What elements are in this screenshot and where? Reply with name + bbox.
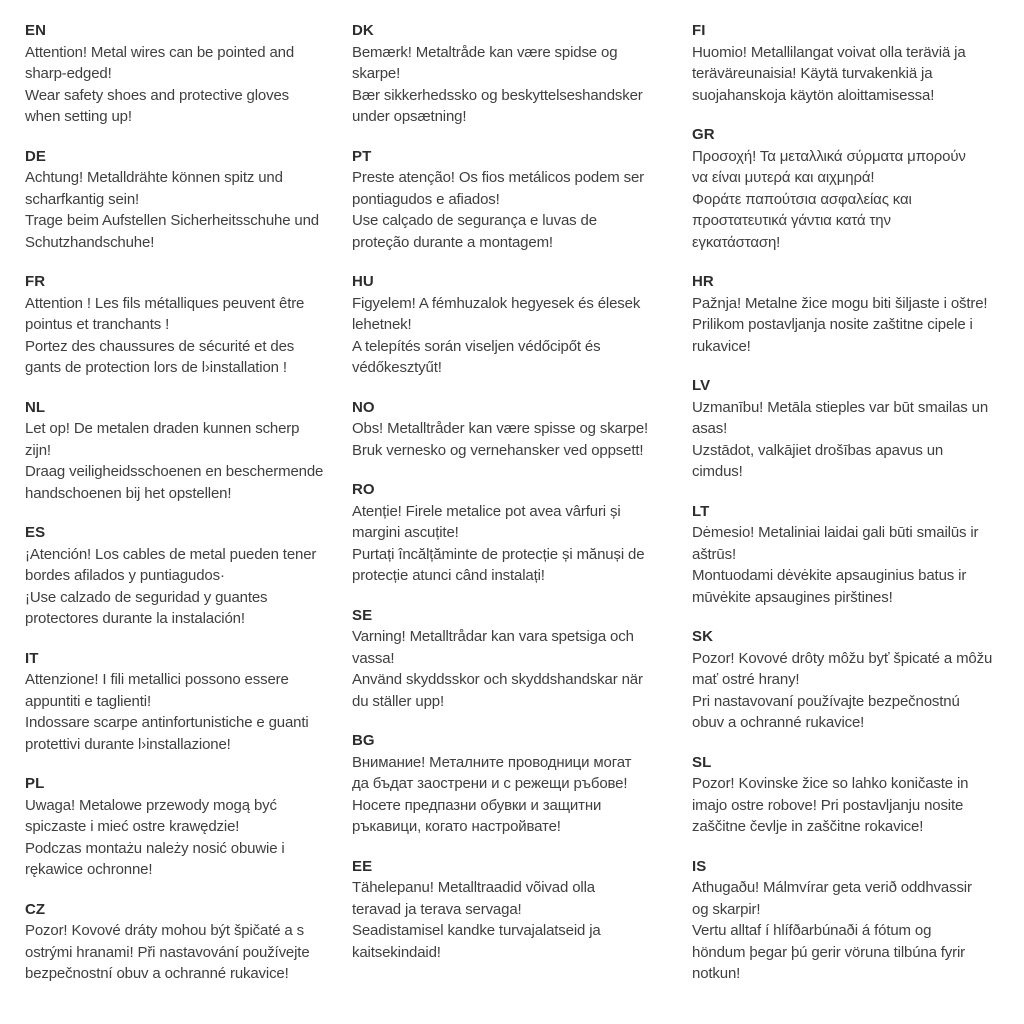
section-sl — [692, 752, 1018, 838]
warning-text-line: bezpečnostní obuv a ochranné rukavice! — [25, 965, 289, 982]
warning-text-line: Bær sikkerhedssko og beskyttelseshandsker — [352, 86, 643, 104]
warning-text-line: teravad ja terava servaga! — [352, 900, 522, 918]
warning-text-line: aštrūs! — [692, 545, 736, 563]
section-it — [25, 648, 347, 756]
warning-text-line: Purtați încălțăminte de protecție și mănuși de — [352, 545, 645, 563]
language-code-heading: SL — [692, 753, 712, 771]
language-code-heading: DE — [25, 147, 47, 165]
warning-text-line: du ställer upp! — [352, 692, 444, 710]
warning-text-line: spiczaste i mieć ostre krawędzie! — [25, 818, 240, 835]
warning-text-line: Atenție! Firele metalice pot avea vârfuri și — [352, 502, 621, 520]
section-bg — [352, 730, 686, 838]
warning-text-line: proteção durante a montagem! — [352, 233, 553, 251]
warning-text-line: mať ostré hrany! — [692, 671, 800, 688]
warning-text-line: Φοράτε παπούτσια ασφαλείας και — [692, 190, 912, 208]
warning-text-line: notkun! — [692, 965, 741, 982]
warning-text-line: Montuodami dėvėkite apsauginius batus ir — [692, 567, 967, 584]
language-code-heading: DK — [352, 22, 374, 39]
language-code-heading: ES — [25, 524, 46, 541]
section-dk — [352, 20, 686, 128]
section-de — [25, 146, 347, 254]
warning-text-line: handschoenen bij het opstellen! — [25, 484, 232, 502]
warning-text-line: zaščitne čevlje in zaščitne rokavice! — [692, 818, 924, 835]
warning-text-line: Bemærk! Metaltråde kan være spidse og — [352, 43, 618, 61]
warning-text-line: protecție atunci când instalați! — [352, 567, 545, 584]
section-lv — [692, 375, 1018, 483]
language-code-heading: EN — [25, 22, 47, 39]
warning-text-line: lehetnek! — [352, 316, 412, 333]
language-code-heading: EE — [352, 857, 373, 875]
warning-text-line: suojahanskoja käytön aloittamisessa! — [692, 86, 935, 104]
warning-text-line: Uzmanību! Metāla stieples var būt smailas un — [692, 398, 989, 416]
section-fi — [692, 20, 1018, 106]
warning-text-line: og skarpir! — [692, 900, 761, 918]
warning-text-line: pontiagudos e afiados! — [352, 190, 500, 208]
section-es — [25, 522, 347, 630]
section-lt — [692, 501, 1018, 609]
language-code-heading: BG — [352, 732, 375, 749]
column-1 — [25, 20, 347, 1003]
warning-text-line: Trage beim Aufstellen Sicherheitsschuhe und — [25, 212, 320, 229]
language-code-heading: LT — [692, 502, 710, 520]
section-hu — [352, 271, 686, 379]
section-is — [692, 856, 1018, 985]
section-cz — [25, 899, 347, 985]
section-ro — [352, 479, 686, 587]
section-fr — [25, 271, 347, 379]
warning-text-line: védőkesztyűt! — [352, 359, 442, 376]
warning-text-line: ¡Use calzado de seguridad y guantes — [25, 588, 268, 606]
warning-text-line: Внимание! Металните проводници могат — [352, 753, 632, 771]
warning-text-line: Use calçado de segurança e luvas de — [352, 212, 597, 229]
warning-text-line: Preste atenção! Os fios metálicos podem ser — [352, 169, 645, 186]
warning-text-line: Wear safety shoes and protective gloves — [25, 86, 290, 104]
warning-text-line: Tähelepanu! Metalltraadid võivad olla — [352, 879, 595, 896]
warning-text-line: προστατευτικά γάντια κατά την — [692, 212, 891, 229]
warning-text-line: Bruk vernesko og vernehansker ved oppsett! — [352, 441, 644, 459]
language-code-heading: PT — [352, 147, 372, 165]
section-pl — [25, 773, 347, 881]
section-no — [352, 397, 686, 462]
warning-text-line: Athugaðu! Málmvírar geta verið oddhvassir — [692, 879, 972, 896]
warning-text-line: Dėmesio! Metaliniai laidai gali būti smailūs ir — [692, 524, 979, 541]
warning-text-line: Prilikom postavljanja nosite zaštitne cipele i — [692, 316, 973, 333]
language-code-heading: RO — [352, 481, 375, 498]
language-code-heading: SE — [352, 606, 373, 624]
warning-text-line: skarpe! — [352, 65, 401, 82]
language-code-heading: CZ — [25, 900, 46, 918]
language-code-heading: NL — [25, 398, 46, 416]
warning-text-line: εγκατάσταση! — [692, 233, 781, 251]
warning-text-line: when setting up! — [25, 108, 132, 125]
warning-text-line: Pažnja! Metalne žice mogu biti šiljaste i oštre! — [692, 294, 988, 312]
warning-text-line: Let op! De metalen draden kunnen scherp — [25, 420, 300, 437]
warning-text-line: Pozor! Kovové drôty môžu byť špicaté a môžu — [692, 649, 993, 667]
warning-text-line: rękawice ochronne! — [25, 861, 153, 878]
warning-text-line: under opsætning! — [352, 108, 467, 125]
warning-text-line: Uwaga! Metalowe przewody mogą być — [25, 796, 277, 814]
section-se — [352, 605, 686, 713]
warning-text-line: Attention ! Les fils métalliques peuvent être — [25, 294, 305, 312]
language-code-heading: GR — [692, 126, 715, 143]
language-code-heading: SK — [692, 628, 714, 645]
section-ee — [352, 856, 686, 964]
warning-text-line: Indossare scarpe antinfortunistiche e guanti — [25, 714, 309, 731]
column-2 — [352, 20, 686, 981]
warning-text-line: Varning! Metalltrådar kan vara spetsiga och — [352, 628, 634, 645]
section-en — [25, 20, 347, 128]
warning-text-line: protectores durante la instalación! — [25, 610, 245, 627]
warning-text-line: protettivi durante l›installazione! — [25, 735, 231, 753]
warning-text-line: sharp-edged! — [25, 65, 112, 82]
warning-text-line: да бъдат заострени и с режещи ръбове! — [352, 775, 628, 792]
warning-text-line: A telepítés során viseljen védőcipőt és — [352, 337, 601, 355]
warning-text-line: mūvėkite apsaugines pirštines! — [692, 588, 893, 606]
warning-text-line: να είναι μυτερά και αιχμηρά! — [692, 169, 875, 186]
warning-text-line: Draag veiligheidsschoenen en beschermende — [25, 463, 324, 480]
warning-text-line: Attenzione! I fili metallici possono essere — [25, 671, 289, 688]
language-code-heading: FI — [692, 22, 706, 39]
warning-text-line: Pozor! Kovové dráty mohou být špičaté a s — [25, 922, 304, 939]
language-code-heading: NO — [352, 398, 375, 416]
warning-text-line: obuv a ochranné rukavice! — [692, 714, 865, 731]
warning-text-line: Pri nastavovaní používajte bezpečnostnú — [692, 692, 960, 710]
warning-text-line: Προσοχή! Τα μεταλλικά σύρματα μπορούν — [692, 147, 966, 165]
warning-text-line: cimdus! — [692, 463, 743, 480]
warning-text-line: Achtung! Metalldrähte können spitz und — [25, 169, 283, 186]
warning-text-line: Använd skyddsskor och skyddshandskar när — [352, 671, 643, 688]
warning-text-line: Schutzhandschuhe! — [25, 233, 155, 251]
warning-text-line: ¡Atención! Los cables de metal pueden tener — [25, 545, 317, 563]
section-pt — [352, 146, 686, 254]
warning-text-line: Podczas montażu należy nosić obuwie i — [25, 839, 285, 857]
section-sk — [692, 626, 1018, 734]
warning-text-line: appuntiti e taglienti! — [25, 692, 151, 710]
warning-text-line: zijn! — [25, 441, 51, 459]
language-code-heading: HR — [692, 273, 714, 290]
warning-text-line: Vertu alltaf í hlífðarbúnaði á fótum og — [692, 922, 932, 939]
language-code-heading: PL — [25, 775, 45, 792]
language-code-heading: HU — [352, 273, 374, 290]
warning-text-line: gants de protection lors de l›installation ! — [25, 359, 287, 376]
warning-text-line: Huomio! Metallilangat voivat olla teräviä ja — [692, 43, 966, 61]
section-gr — [692, 124, 1018, 253]
warning-text-line: Figyelem! A fémhuzalok hegyesek és élesek — [352, 294, 641, 312]
warning-text-line: vassa! — [352, 649, 395, 667]
warning-text-line: rukavice! — [692, 337, 751, 355]
warning-text-line: kaitsekindaid! — [352, 943, 441, 961]
warning-text-line: Portez des chaussures de sécurité et des — [25, 337, 295, 355]
section-nl — [25, 397, 347, 505]
section-hr — [692, 271, 1018, 357]
warning-text-line: bordes afilados y puntiagudos· — [25, 567, 225, 584]
language-code-heading: IT — [25, 649, 39, 667]
warning-text-line: Obs! Metalltråder kan være spisse og skarpe! — [352, 420, 649, 437]
language-code-heading: IS — [692, 857, 707, 875]
column-3 — [692, 20, 1018, 1003]
warning-text-line: Носете предпазни обувки и защитни — [352, 796, 602, 814]
warning-text-line: Uzstādot, valkājiet drošības apavus un — [692, 441, 944, 459]
warning-text-line: pointus et tranchants ! — [25, 316, 170, 333]
warning-text-line: teräväreunaisia! Käytä turvakenkiä ja — [692, 65, 933, 82]
warning-text-line: Seadistamisel kandke turvajalatseid ja — [352, 922, 601, 939]
warning-text-line: Attention! Metal wires can be pointed and — [25, 43, 295, 61]
warning-text-line: margini ascuțite! — [352, 524, 459, 541]
warning-text-line: asas! — [692, 420, 728, 437]
warning-text-line: scharfkantig sein! — [25, 190, 140, 208]
warning-text-line: höndum þegar þú gerir vöruna tilbúna fyrir — [692, 943, 966, 961]
language-code-heading: FR — [25, 273, 46, 290]
warning-text-line: ostrými hranami! Při nastavování používejte — [25, 943, 310, 961]
warning-text-line: imajo ostre robove! Pri postavljanju nosite — [692, 796, 964, 814]
warning-text-line: ръкавици, когато настройвате! — [352, 818, 561, 835]
warning-text-line: Pozor! Kovinske žice so lahko koničaste in — [692, 775, 969, 792]
language-code-heading: LV — [692, 377, 711, 394]
